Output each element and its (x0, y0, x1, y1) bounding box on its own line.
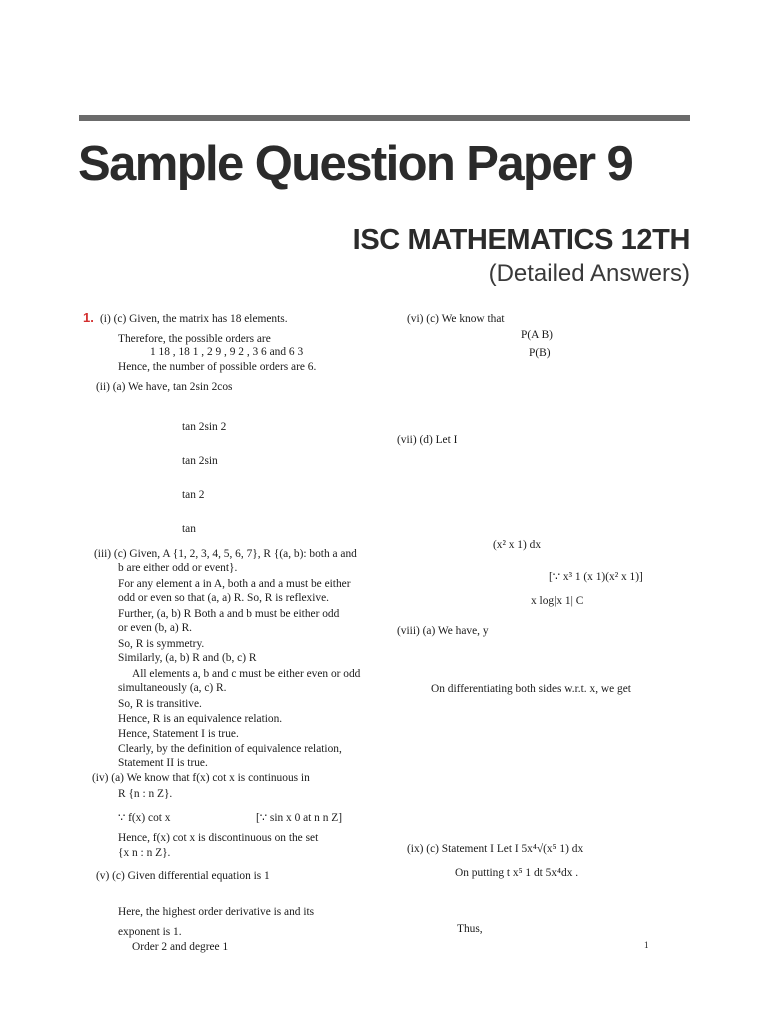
answer-line: Statement II is true. (118, 757, 208, 769)
answer-line: or even (b, a) R. (118, 622, 193, 634)
answer-line: All elements a, b and c must be either even or odd (132, 668, 361, 680)
answer-line: [∵ sin x 0 at n n Z] (256, 812, 343, 824)
answer-line: (i) (c) Given, the matrix has 18 elements. (100, 313, 288, 325)
answer-line: On differentiating both sides w.r.t. x, we get (431, 683, 631, 695)
answer-line: Clearly, by the definition of equivalence relation, (118, 743, 342, 755)
answer-line: So, R is transitive. (118, 698, 202, 710)
answer-line: [∵ x³ 1 (x 1)(x² x 1)] (549, 571, 643, 583)
answer-line: Similarly, (a, b) R and (b, c) R (118, 652, 257, 664)
answer-line: odd or even so that (a, a) R. So, R is reflexive. (118, 592, 329, 604)
answer-line: So, R is symmetry. (118, 638, 205, 650)
answer-line: (iii) (c) Given, A {1, 2, 3, 4, 5, 6, 7}, R {(a, b): both a and (94, 548, 357, 560)
answer-line: tan 2 (182, 489, 205, 501)
header-rule (79, 115, 690, 121)
answer-line: Here, the highest order derivative is and its (118, 906, 315, 918)
answer-line: (vi) (c) We know that (407, 313, 505, 325)
page-title: Sample Question Paper 9 (78, 137, 633, 191)
answer-line: {x n : n Z}. (118, 847, 171, 859)
answer-line: (v) (c) Given differential equation is 1 (96, 870, 270, 882)
answer-line: (x² x 1) dx (493, 539, 542, 551)
answer-line: (vii) (d) Let I (397, 434, 458, 446)
subtitle: (Detailed Answers) (488, 260, 690, 287)
answer-line: R {n : n Z}. (118, 788, 173, 800)
answer-line: P(A B) (521, 329, 553, 341)
answer-line: Order 2 and degree 1 (132, 941, 229, 953)
answer-line: On putting t x⁵ 1 dt 5x⁴dx . (455, 867, 579, 879)
page-number: 1 (644, 940, 649, 950)
answer-line: Thus, (457, 923, 483, 935)
answer-line: Hence, the number of possible orders are 6. (118, 361, 317, 373)
answer-line: exponent is 1. (118, 926, 182, 938)
answer-line: Therefore, the possible orders are (118, 333, 271, 345)
answer-line: Hence, Statement I is true. (118, 728, 239, 740)
answer-line: 1 18 , 18 1 , 2 9 , 9 2 , 3 6 and 6 3 (150, 346, 304, 358)
answer-line: Hence, f(x) cot x is discontinuous on the set (118, 832, 319, 844)
answer-line: tan 2sin 2 (182, 421, 227, 433)
answer-line: P(B) (529, 347, 551, 359)
answer-line: (viii) (a) We have, y (397, 625, 489, 637)
answer-line: simultaneously (a, c) R. (118, 682, 227, 694)
answer-line: Further, (a, b) R Both a and b must be either odd (118, 608, 340, 620)
answer-line: tan (182, 523, 196, 535)
answer-line: (ii) (a) We have, tan 2sin 2cos (96, 381, 233, 393)
answer-line: Hence, R is an equivalence relation. (118, 713, 283, 725)
question-number: 1. (83, 310, 94, 325)
answer-line: (ix) (c) Statement I Let I 5x⁴√(x⁵ 1) dx (407, 843, 584, 855)
answer-line: x log|x 1| C (531, 595, 584, 607)
subject-heading: ISC MATHEMATICS 12TH (352, 224, 690, 256)
answer-line: tan 2sin (182, 455, 218, 467)
answer-line: (iv) (a) We know that f(x) cot x is continuous in (92, 772, 310, 784)
answer-line: b are either odd or event}. (118, 562, 238, 574)
answer-line: ∵ f(x) cot x (118, 812, 171, 824)
answer-line: For any element a in A, both a and a must be either (118, 578, 351, 590)
